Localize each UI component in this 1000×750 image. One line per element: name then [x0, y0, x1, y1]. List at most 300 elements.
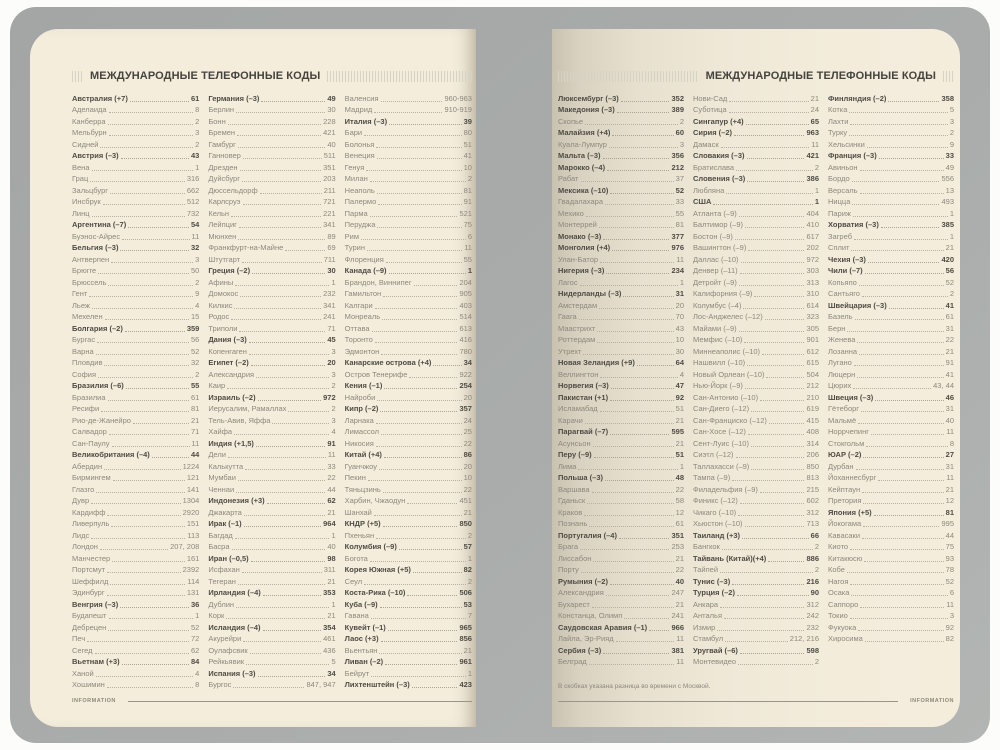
entry-name: Флоренция — [344, 254, 384, 264]
entry-code: 21 — [945, 243, 954, 252]
entry-name: Йокогама — [828, 519, 862, 528]
dot-leader — [376, 147, 461, 148]
entry-code: 813 — [806, 473, 819, 482]
codes-column-1 — [558, 92, 684, 667]
city-row — [208, 679, 335, 691]
city-row — [72, 564, 199, 576]
dot-leader — [87, 641, 189, 642]
entry-code: 66 — [810, 530, 819, 540]
entry-code: 22 — [463, 438, 472, 448]
entry-code: 210 — [806, 392, 819, 402]
entry-name: Буэнос-Айрес — [72, 231, 121, 241]
entry-name: Сан-Антонио (–10) — [693, 392, 759, 402]
dot-leader — [407, 503, 457, 504]
entry-code: 22 — [675, 484, 684, 494]
dot-leader — [263, 630, 322, 631]
dot-leader — [610, 193, 673, 194]
country-row — [828, 265, 954, 277]
city-row — [558, 115, 684, 127]
entry-code: 34 — [327, 668, 336, 678]
entry-code: 410 — [806, 220, 819, 229]
entry-name: Германия (–3) — [208, 93, 260, 103]
entry-code: 93 — [945, 553, 954, 563]
entry-code: 8 — [949, 438, 954, 448]
footer-rule — [128, 701, 472, 702]
entry-name: Испания (–3) — [208, 668, 256, 678]
entry-code: 31 — [945, 323, 954, 333]
dot-leader — [375, 308, 458, 309]
dot-leader — [862, 296, 948, 297]
dot-leader — [375, 342, 458, 343]
entry-code: 408 — [806, 427, 819, 436]
dot-leader — [736, 457, 805, 458]
country-row — [558, 357, 684, 369]
entry-name: Бари — [344, 128, 363, 137]
city-row — [208, 196, 335, 208]
city-row — [828, 230, 954, 242]
entry-code: 615 — [806, 358, 819, 367]
entry-code: 78 — [945, 565, 954, 574]
city-row — [693, 184, 819, 196]
entry-name: Малайзия (+4) — [558, 128, 611, 137]
city-row — [208, 575, 335, 587]
dot-leader — [612, 135, 673, 136]
city-row — [208, 230, 335, 242]
entry-name: Констанца, Олимп — [558, 611, 623, 620]
country-row — [345, 679, 472, 691]
entry-code: 39 — [463, 116, 472, 126]
city-row — [345, 207, 472, 219]
entry-code: 3 — [331, 415, 336, 425]
city-row — [828, 334, 954, 346]
time-difference-footnote: В скобках указана разница во времени с Москвой. — [558, 683, 711, 690]
entry-code: 13 — [945, 185, 954, 195]
dot-leader — [243, 204, 322, 205]
country-row — [828, 92, 954, 104]
entry-code: 3 — [195, 254, 200, 264]
city-row — [208, 414, 335, 426]
dot-leader — [107, 572, 181, 573]
entry-code: 2 — [467, 576, 472, 586]
dot-leader — [258, 400, 322, 401]
country-row — [345, 633, 472, 645]
entry-name: Канарские острова (+4) — [344, 358, 432, 367]
country-row — [72, 150, 199, 162]
dot-leader — [860, 170, 944, 171]
city-row — [345, 368, 472, 380]
entry-name: Сирия (–2) — [693, 128, 733, 137]
dot-leader — [740, 653, 805, 654]
city-row — [693, 403, 819, 415]
entry-name: Порту — [558, 565, 579, 574]
dot-leader — [100, 549, 168, 550]
entry-code: 47 — [675, 381, 684, 390]
entry-name: Килкис — [208, 300, 233, 310]
dot-leader — [850, 618, 948, 619]
city-row — [558, 656, 684, 668]
entry-name: Грац — [72, 174, 89, 183]
entry-name: Польша (–3) — [558, 473, 604, 482]
entry-code: 232 — [323, 289, 336, 298]
city-row — [72, 104, 199, 116]
entry-code: 48 — [675, 473, 684, 482]
dot-leader — [847, 331, 943, 332]
city-row — [72, 495, 199, 507]
entry-name: Люксембург (–3) — [558, 93, 619, 103]
entry-name: Франция (–3) — [828, 151, 877, 160]
country-row — [208, 495, 335, 507]
dot-leader — [881, 227, 940, 228]
entry-name: Неаполь — [344, 185, 375, 195]
dot-leader — [585, 423, 674, 424]
city-row — [208, 138, 335, 150]
entry-code: 204 — [459, 277, 472, 287]
entry-code: 141 — [186, 484, 200, 494]
city-row — [208, 403, 335, 415]
dot-leader — [735, 239, 805, 240]
dot-leader — [586, 216, 674, 217]
entry-name: Шеффилд — [72, 576, 109, 586]
dot-leader — [742, 538, 809, 539]
entry-name: Чикаго (–10) — [693, 507, 737, 517]
dot-leader — [746, 124, 809, 125]
entry-name: Нигерия (–3) — [558, 266, 605, 275]
entry-code: 3 — [331, 346, 336, 356]
country-row — [693, 115, 819, 127]
city-row — [72, 138, 199, 150]
city-row — [693, 656, 819, 668]
entry-code: 9 — [195, 289, 200, 298]
entry-code: 33 — [327, 461, 336, 471]
entry-code: 886 — [806, 553, 819, 563]
dot-leader — [92, 216, 185, 217]
entry-name: Румыния (–2) — [558, 576, 608, 586]
dot-leader — [379, 469, 462, 470]
entry-code: 33 — [675, 197, 684, 206]
dot-leader — [120, 607, 189, 608]
dot-leader — [407, 595, 457, 596]
dot-leader — [386, 262, 462, 263]
entry-code: 386 — [806, 174, 819, 183]
dot-leader — [888, 101, 939, 102]
city-row — [72, 345, 199, 357]
country-row — [345, 449, 472, 461]
city-row — [828, 311, 954, 323]
dot-leader — [246, 664, 329, 665]
dot-leader — [853, 216, 948, 217]
entry-code: 82 — [945, 634, 954, 643]
entry-code: 31 — [675, 289, 684, 298]
city-row — [208, 173, 335, 185]
dot-leader — [368, 480, 462, 481]
entry-name: Миннеаполис (–10) — [693, 346, 761, 356]
entry-name: Любляна — [693, 185, 725, 195]
entry-code: 206 — [806, 450, 819, 459]
entry-name: Сербия (–3) — [558, 645, 602, 655]
right-page-footer — [558, 698, 954, 704]
entry-name: Гент — [72, 289, 88, 298]
country-row — [345, 656, 472, 668]
entry-name: Лос-Анджелес (–12) — [693, 312, 763, 321]
country-row — [693, 127, 819, 139]
entry-code: 15 — [190, 312, 200, 321]
entry-name: Багдад — [208, 530, 233, 540]
dot-leader — [251, 561, 326, 562]
city-row — [693, 610, 819, 622]
dot-leader — [594, 457, 674, 458]
dot-leader — [261, 101, 325, 102]
entry-name: Тель-Авив, Яффа — [208, 415, 271, 425]
country-row — [558, 472, 684, 484]
entry-name: Милан — [344, 174, 368, 183]
entry-code: 595 — [671, 427, 684, 436]
city-row — [345, 472, 472, 484]
entry-code: 72 — [190, 634, 200, 643]
city-row — [558, 598, 684, 610]
dot-leader — [370, 216, 458, 217]
city-row — [693, 207, 819, 219]
country-row — [828, 449, 954, 461]
city-row — [828, 380, 954, 392]
entry-code: 253 — [671, 542, 684, 551]
entry-name: Сан-Паулу — [72, 438, 110, 448]
entry-code: 351 — [671, 530, 684, 540]
entry-name: Египет (–2) — [208, 358, 249, 367]
dot-leader — [231, 216, 321, 217]
dot-leader — [862, 492, 944, 493]
country-row — [208, 437, 335, 449]
entry-code: 228 — [323, 116, 336, 126]
entry-name: Куала-Лумпур — [558, 139, 607, 149]
entry-name: Никосия — [344, 438, 374, 448]
entry-code: 212, 216 — [789, 634, 819, 643]
dot-leader — [860, 193, 944, 194]
city-row — [345, 184, 472, 196]
dot-leader — [376, 538, 466, 539]
country-row — [345, 541, 472, 553]
dot-leader — [288, 411, 329, 412]
entry-name: Хельсинки — [828, 139, 865, 149]
city-row — [558, 311, 684, 323]
city-row — [693, 449, 819, 461]
dot-leader — [383, 526, 458, 527]
city-row — [558, 587, 684, 599]
entry-code: 61 — [190, 392, 200, 402]
country-row — [828, 150, 954, 162]
entry-name: Дублин — [208, 599, 235, 609]
city-row — [828, 276, 954, 288]
entry-code: 20 — [463, 461, 472, 471]
city-row — [558, 334, 684, 346]
entry-name: Акурейри — [208, 634, 242, 643]
entry-name: Лозанна — [828, 346, 858, 356]
entry-name: Кельн — [208, 208, 230, 218]
dot-leader — [621, 101, 670, 102]
dot-leader — [376, 446, 462, 447]
entry-code: 52 — [945, 576, 954, 586]
entry-name: Бельгия (–3) — [72, 243, 119, 252]
entry-code: 62 — [190, 645, 200, 655]
city-row — [345, 150, 472, 162]
entry-code: 963 — [806, 128, 819, 137]
entry-code: 69 — [327, 243, 336, 252]
entry-name: Познань — [558, 519, 588, 528]
country-row — [72, 449, 199, 461]
entry-code: 619 — [806, 404, 819, 413]
country-row — [558, 230, 684, 242]
entry-name: Берлин — [208, 105, 235, 114]
dot-leader — [104, 365, 189, 366]
entry-code: 80 — [463, 128, 472, 137]
country-row — [558, 380, 684, 392]
entry-name: Карлсруэ — [208, 197, 241, 206]
city-row — [693, 495, 819, 507]
left-page — [30, 29, 476, 727]
entry-name: Болонья — [344, 139, 375, 149]
dot-leader — [371, 618, 466, 619]
entry-name: Бордо — [828, 174, 850, 183]
dot-leader — [616, 641, 675, 642]
dot-leader — [725, 641, 788, 642]
country-row — [72, 656, 199, 668]
dot-leader — [851, 250, 943, 251]
dot-leader — [380, 607, 462, 608]
dot-leader — [879, 158, 944, 159]
dot-leader — [381, 101, 443, 102]
entry-name: Домокос — [208, 289, 239, 298]
country-row — [693, 529, 819, 541]
country-row — [208, 357, 335, 369]
dot-leader — [232, 549, 326, 550]
entry-code: 52 — [190, 622, 200, 632]
city-row — [828, 414, 954, 426]
entry-code: 43 — [190, 151, 200, 160]
city-row — [345, 92, 472, 104]
entry-name: Франкфурт-на-Майне — [208, 243, 284, 252]
dot-leader — [871, 434, 944, 435]
entry-code: 2 — [814, 542, 819, 551]
entry-name: Богота — [344, 553, 368, 563]
entry-code: 44 — [945, 530, 954, 540]
dot-leader — [91, 503, 180, 504]
dot-leader — [866, 446, 948, 447]
dot-leader — [584, 515, 673, 516]
entry-code: 910-919 — [444, 105, 472, 114]
entry-code: 52 — [675, 185, 684, 195]
dot-leader — [769, 423, 805, 424]
codes-column-3 — [345, 92, 472, 690]
city-row — [558, 219, 684, 231]
city-row — [72, 414, 199, 426]
entry-code: 10 — [463, 473, 472, 482]
dot-leader — [760, 400, 804, 401]
entry-code: 9 — [949, 139, 954, 149]
city-row — [693, 161, 819, 173]
city-row — [208, 253, 335, 265]
city-row — [693, 621, 819, 633]
dot-leader — [98, 377, 193, 378]
entry-name: Лондон — [72, 542, 98, 551]
city-row — [693, 288, 819, 300]
entry-name: Мехико — [558, 208, 584, 218]
city-row — [558, 138, 684, 150]
entry-name: Финляндия (–2) — [828, 93, 887, 103]
entry-code: 58 — [675, 496, 684, 505]
entry-name: Берн — [828, 323, 846, 333]
entry-name: Монако (–3) — [558, 231, 602, 241]
city-row — [828, 472, 954, 484]
city-row — [208, 564, 335, 576]
codes-column-2 — [208, 92, 335, 690]
entry-name: Братислава — [693, 162, 735, 172]
left-page-footer — [72, 698, 472, 704]
entry-name: Лаос (+3) — [344, 634, 379, 643]
entry-name: Китакюсю — [828, 553, 863, 563]
entry-name: Сантьяго — [828, 289, 860, 298]
entry-name: Исландия (–4) — [208, 622, 261, 632]
country-row — [558, 265, 684, 277]
city-row — [693, 276, 819, 288]
dot-leader — [765, 319, 805, 320]
entry-code: 966 — [671, 622, 684, 632]
city-row — [345, 414, 472, 426]
entry-name: США — [693, 197, 712, 206]
entry-name: Хошимин — [72, 680, 105, 689]
dot-leader — [732, 584, 804, 585]
entry-code: 972 — [806, 254, 819, 264]
entry-code: 2 — [467, 174, 472, 183]
entry-name: Эдинбург — [72, 588, 105, 597]
dot-leader — [592, 607, 674, 608]
entry-code: 61 — [675, 519, 684, 528]
entry-code: 64 — [675, 358, 684, 367]
city-row — [72, 483, 199, 495]
city-row — [208, 276, 335, 288]
entry-name: Антверпен — [72, 254, 110, 264]
dot-leader — [104, 469, 181, 470]
entry-code: 30 — [675, 346, 684, 356]
city-row — [208, 449, 335, 461]
dot-leader — [105, 319, 189, 320]
entry-code: 377 — [671, 231, 684, 241]
dot-leader — [720, 607, 804, 608]
entry-code: 1 — [195, 611, 200, 620]
entry-code: 1 — [814, 185, 819, 195]
city-row — [693, 391, 819, 403]
entry-code: 356 — [671, 151, 684, 160]
entry-code: 92 — [945, 622, 954, 632]
entry-name: Майами (–9) — [693, 323, 737, 333]
entry-code: 612 — [806, 346, 819, 356]
city-row — [558, 610, 684, 622]
entry-name: Печ — [72, 634, 86, 643]
dot-leader — [732, 480, 804, 481]
right-page-header — [558, 69, 954, 83]
entry-code: 98 — [327, 553, 336, 563]
entry-code: 81 — [675, 220, 684, 229]
entry-code: 2 — [679, 116, 684, 126]
entry-code: 221 — [323, 208, 336, 218]
entry-code: 1 — [195, 162, 200, 172]
entry-code: 52 — [190, 346, 200, 356]
entry-code: 56 — [190, 335, 200, 344]
city-row — [208, 322, 335, 334]
dot-leader — [130, 101, 189, 102]
dot-leader — [251, 365, 326, 366]
entry-code: 11 — [676, 657, 684, 666]
footer-label: INFORMATION — [910, 698, 954, 704]
dot-leader — [739, 285, 805, 286]
